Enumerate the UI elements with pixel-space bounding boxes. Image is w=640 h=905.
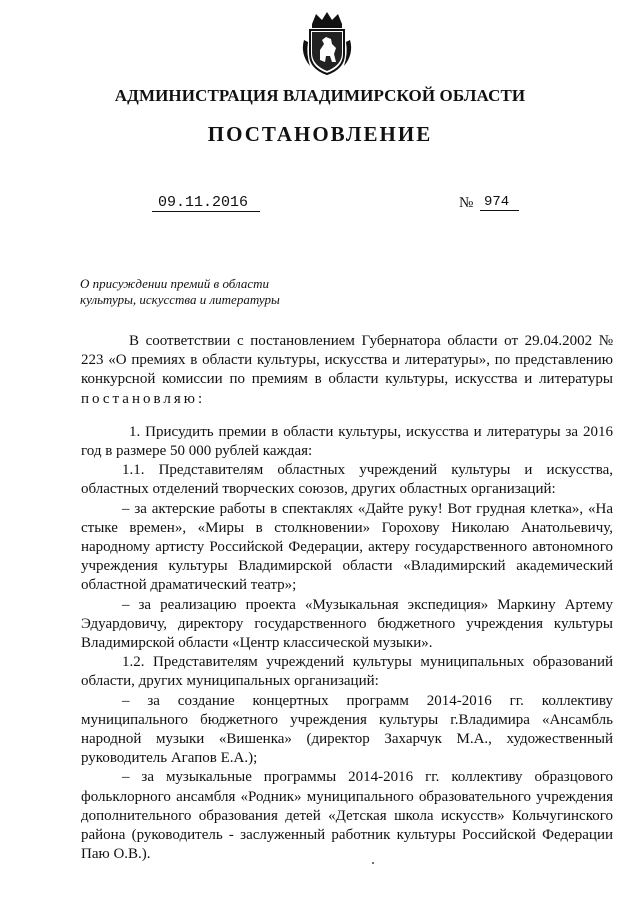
preamble-paragraph <box>81 332 613 409</box>
scan-speck <box>372 862 374 864</box>
item-1-1-a: – за актерские работы в спектаклях «Дайте руку! Вот грудная клетка», «На стыке времен», «Миры в столкновении» Горохову Николаю Анатольевичу, народному артисту Российской Федерации, актеру государственного автономного учреждения культуры Владимирской области «Владимирский академический областной драматический театр»; <box>81 500 613 594</box>
coat-of-arms-icon <box>298 10 356 78</box>
item-1-1-b: – за реализацию проекта «Музыкальная экспедиция» Маркину Артему Эдуардовичу, директору государственного бюджетного учреждения культуры Владимирской области «Центр классической музыки». <box>81 596 613 652</box>
subject-line-2: культуры, искусства и литературы <box>80 292 280 307</box>
document-subject <box>80 276 280 308</box>
item-1: 1. Присудить премии в области культуры, искусства и литературы за 2016 год в размере 50 000 рублей каждая: <box>81 423 613 460</box>
decree-word: постановляю: <box>81 390 206 407</box>
subject-line-1: О присуждении премий в области <box>80 276 269 291</box>
document-body <box>81 332 613 864</box>
document-date: 09.11.2016 <box>152 194 260 212</box>
item-1-2: 1.2. Представителям учреждений культуры муниципальных образований области, других муниципальных организаций: <box>81 654 613 690</box>
preamble-text: В соответствии с постановлением Губернатора области от 29.04.2002 № 223 «О премиях в области культуры, искусства и литературы», по представлению конкурсной комиссии по премиям в области культуры, искусства и литературы <box>81 333 613 388</box>
item-1-2-b: – за музыкальные программы 2014-2016 гг. коллективу образцового фольклорного ансамбля «Родник» муниципального образовательного учреждения дополнительного образования детей «Детская школа искусств» Кольчугинского района (руководитель - заслуженный работник культуры Российской Федерации Паю О.В.). <box>81 769 613 863</box>
document-type-title: ПОСТАНОВЛЕНИЕ <box>207 122 433 146</box>
item-1-1: 1.1. Представителям областных учреждений культуры и искусства, областных отделений творческих союзов, других областных организаций: <box>81 462 613 498</box>
number-prefix: № <box>459 195 474 211</box>
organization-name: АДМИНИСТРАЦИЯ ВЛАДИМИРСКОЙ ОБЛАСТИ <box>114 86 526 105</box>
document-number: 974 <box>480 194 519 211</box>
item-1-2-a: – за создание концертных программ 2014-2016 гг. коллективу муниципального бюджетного учреждения культуры г.Владимира «Ансамбль народной музыки «Вишенка» (директор Захарчук М.А., художественный руководитель Агапов Е.А.); <box>81 692 613 767</box>
